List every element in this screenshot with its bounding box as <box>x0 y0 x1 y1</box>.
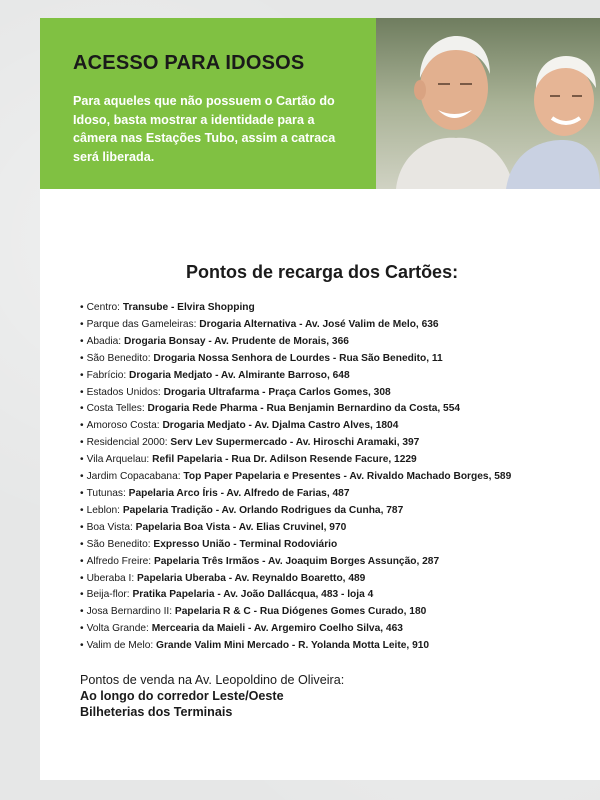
bullet-icon: • <box>80 302 84 313</box>
list-item <box>80 435 580 452</box>
bullet-icon: • <box>80 369 84 381</box>
bullet-icon: • <box>80 504 84 516</box>
point-district: Alfredo Freire: <box>86 555 154 567</box>
point-address: Drogaria Ultrafarma - Praça Carlos Gomes, 308 <box>163 386 391 398</box>
point-district: Leblon: <box>86 504 123 516</box>
elderly-men-illustration <box>376 18 600 189</box>
point-address: Drogaria Bonsay - Av. Prudente de Morais, 366 <box>123 335 349 347</box>
bullet-icon: • <box>80 623 84 635</box>
point-address: Grande Valim Mini Mercado - R. Yolanda Motta Leite, 910 <box>156 640 430 652</box>
banner-title: ACESSO PARA IDOSOS <box>73 52 305 74</box>
point-district: Abadia: <box>86 335 124 347</box>
list-item <box>80 537 580 554</box>
list-item <box>80 520 580 537</box>
list-item <box>80 469 580 486</box>
point-district: Estados Unidos: <box>86 386 164 398</box>
point-address: Drogaria Medjato - Av. Almirante Barroso, 648 <box>129 369 350 381</box>
point-address: Drogaria Medjato - Av. Djalma Castro Alves, 1804 <box>162 420 399 432</box>
bullet-icon: • <box>80 538 84 550</box>
list-item <box>80 334 580 351</box>
point-district: Valim de Melo: <box>86 640 157 652</box>
sales-line-corridor: Ao longo do corredor Leste/Oeste <box>80 689 284 703</box>
point-district: São Benedito: <box>86 352 154 364</box>
bullet-icon: • <box>80 471 84 483</box>
list-item <box>80 554 580 571</box>
bullet-icon: • <box>80 521 84 533</box>
bullet-icon: • <box>80 386 84 398</box>
point-district: Uberaba I: <box>86 572 137 584</box>
list-item <box>80 368 580 385</box>
point-address: Papelaria Arco Íris - Av. Alfredo de Farias, 487 <box>128 487 350 499</box>
bullet-icon: • <box>80 454 84 466</box>
point-district: Centro: <box>86 302 123 313</box>
point-district: Fabrício: <box>86 369 130 381</box>
bullet-icon: • <box>80 352 84 364</box>
point-address: Top Paper Papelaria e Presentes - Av. Rivaldo Machado Borges, 589 <box>183 471 512 483</box>
banner-text: Para aqueles que não possuem o Cartão do Idoso, basta mostrar a identidade para a câmera nas Estações Tubo, assim a catraca será liberada. <box>73 94 336 164</box>
point-address: Papelaria Uberaba - Av. Reynaldo Boaretto, 489 <box>136 572 366 584</box>
point-address: Serv Lev Supermercado - Av. Hiroschi Aramaki, 397 <box>170 437 420 449</box>
point-district: São Benedito: <box>86 538 154 550</box>
list-item <box>80 317 580 334</box>
point-address: Drogaria Nossa Senhora de Lourdes - Rua São Benedito, 11 <box>153 352 443 364</box>
point-address: Mercearia da Maieli - Av. Argemiro Coelho Silva, 463 <box>151 623 403 635</box>
list-item <box>80 300 580 317</box>
point-address: Transube - Elvira Shopping <box>122 302 255 313</box>
bullet-icon: • <box>80 335 84 347</box>
point-district: Tutunas: <box>86 487 129 499</box>
point-address: Pratika Papelaria - Av. João Dallácqua, 483 - loja 4 <box>132 589 374 601</box>
banner <box>40 18 600 189</box>
bullet-icon: • <box>80 487 84 499</box>
point-address: Refil Papelaria - Rua Dr. Adilson Resende Facure, 1229 <box>152 454 417 466</box>
point-district: Parque das Gameleiras: <box>86 318 200 330</box>
bullet-icon: • <box>80 572 84 584</box>
point-district: Residencial 2000: <box>86 437 171 449</box>
list-item <box>80 418 580 435</box>
point-address: Papelaria R & C - Rua Diógenes Gomes Curado, 180 <box>174 606 427 618</box>
point-district: Boa Vista: <box>86 521 136 533</box>
list-item <box>80 351 580 368</box>
point-address: Papelaria Tradição - Av. Orlando Rodrigues da Cunha, 787 <box>122 504 404 516</box>
list-item <box>80 503 580 520</box>
list-item <box>80 587 580 604</box>
list-item <box>80 452 580 469</box>
list-item <box>80 571 580 588</box>
list-item <box>80 486 580 503</box>
point-district: Costa Telles: <box>86 403 148 415</box>
list-item <box>80 385 580 402</box>
point-district: Josa Bernardino II: <box>86 606 175 618</box>
recharge-section-title: Pontos de recarga dos Cartões: <box>186 262 459 282</box>
point-address: Expresso União - Terminal Rodoviário <box>153 538 338 550</box>
bullet-icon: • <box>80 589 84 601</box>
bullet-icon: • <box>80 606 84 618</box>
bullet-icon: • <box>80 403 84 415</box>
elderly-men-photo <box>376 18 600 189</box>
list-item <box>80 604 580 621</box>
list-item <box>80 638 580 655</box>
bullet-icon: • <box>80 437 84 449</box>
sales-intro: Pontos de venda na Av. Leopoldino de Oliveira: <box>80 673 345 687</box>
point-district: Jardim Copacabana: <box>86 471 184 483</box>
bullet-icon: • <box>80 420 84 432</box>
sales-points <box>80 672 500 720</box>
point-district: Amoroso Costa: <box>86 420 163 432</box>
point-address: Papelaria Boa Vista - Av. Elias Cruvinel, 970 <box>135 521 347 533</box>
sales-line-terminals: Bilheterias dos Terminais <box>80 705 233 719</box>
point-district: Volta Grande: <box>86 623 152 635</box>
list-item <box>80 621 580 638</box>
point-address: Drogaria Rede Pharma - Rua Benjamin Bernardino da Costa, 554 <box>147 403 461 415</box>
bullet-icon: • <box>80 318 84 330</box>
point-address: Papelaria Três Irmãos - Av. Joaquim Borges Assunção, 287 <box>153 555 440 567</box>
point-district: Vila Arquelau: <box>86 454 153 466</box>
recharge-points-list <box>80 300 580 655</box>
bullet-icon: • <box>80 640 84 652</box>
point-district: Beija-flor: <box>86 589 133 601</box>
banner-green-panel <box>40 18 376 189</box>
bullet-icon: • <box>80 555 84 567</box>
point-address: Drogaria Alternativa - Av. José Valim de Melo, 636 <box>199 318 439 330</box>
list-item <box>80 401 580 418</box>
